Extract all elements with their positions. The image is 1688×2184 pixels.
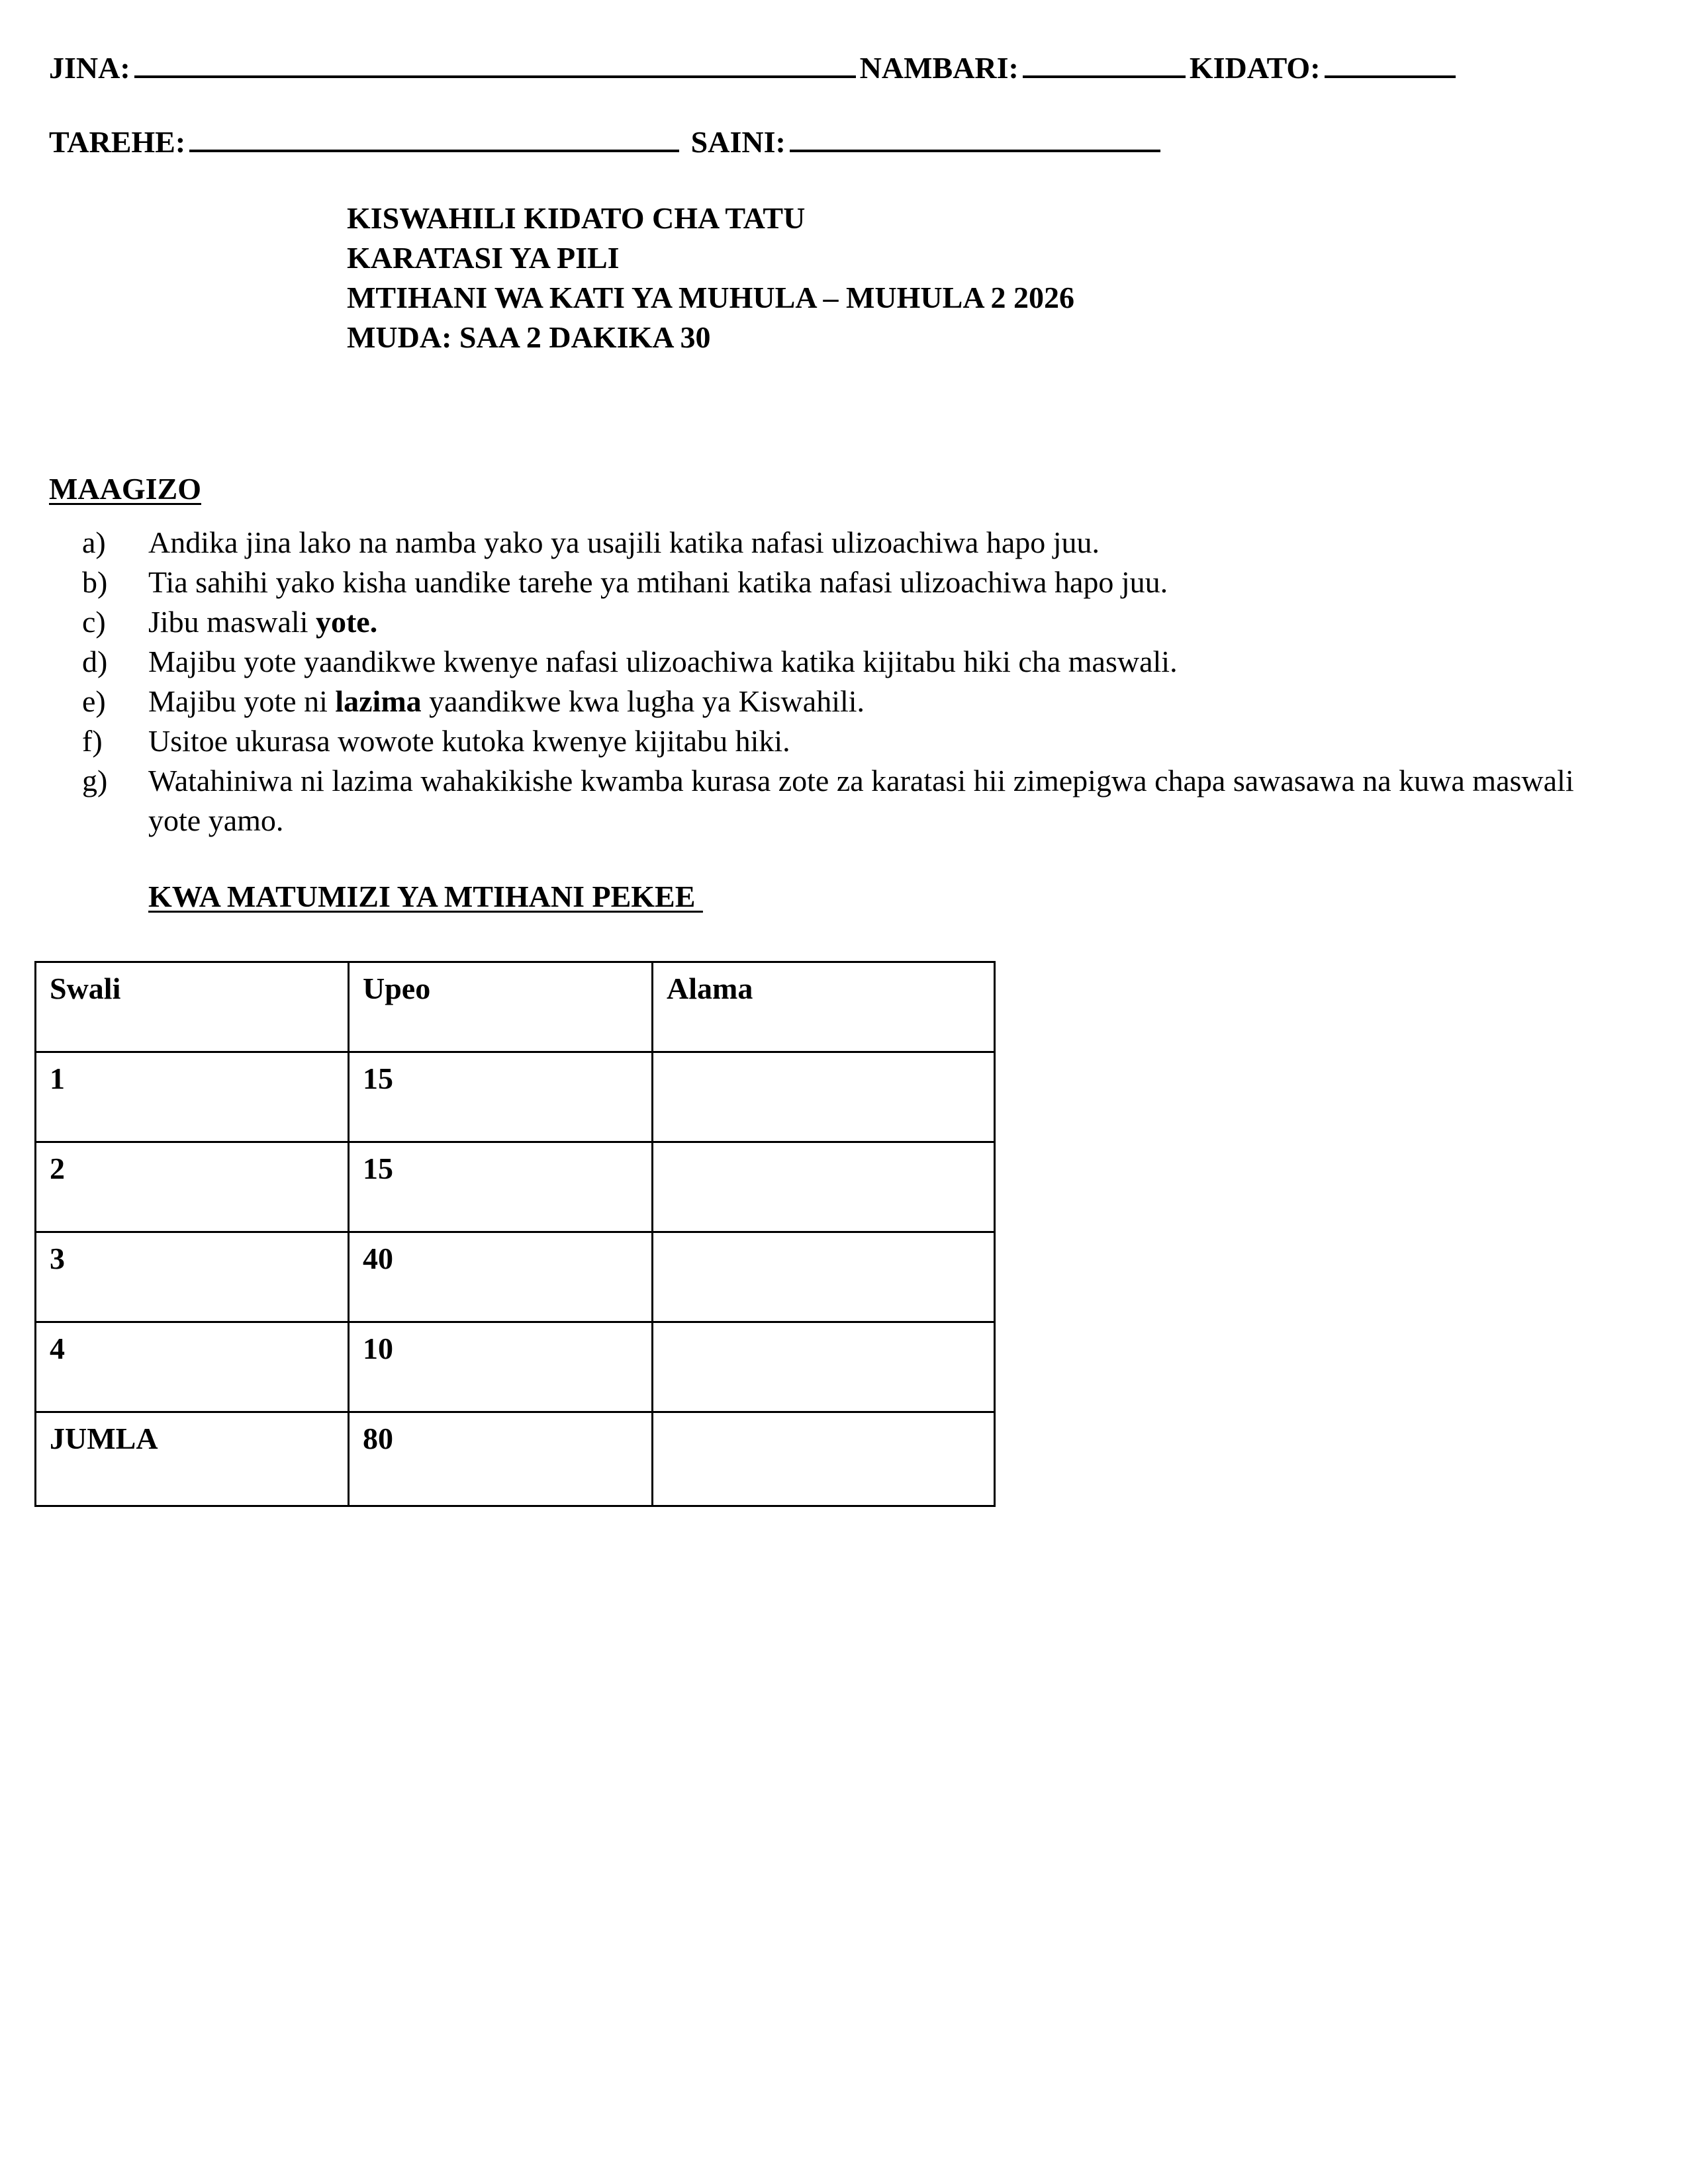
instruction-text xyxy=(148,563,1605,602)
instruction-text xyxy=(148,721,1605,761)
cell-alama[interactable] xyxy=(653,1232,995,1322)
number-label: NAMBARI: xyxy=(859,51,1019,85)
instructions-heading: MAAGIZO xyxy=(49,472,201,506)
date-blank[interactable] xyxy=(189,130,679,152)
cell-swali: 3 xyxy=(36,1232,349,1322)
header-row-2 xyxy=(49,127,1164,158)
instruction-marker: g) xyxy=(82,764,108,797)
instruction-item xyxy=(82,721,1605,761)
cell-swali: 4 xyxy=(36,1322,349,1412)
cell-alama[interactable] xyxy=(653,1052,995,1142)
cell-alama[interactable] xyxy=(653,1142,995,1232)
instruction-text-part: Watahiniwa ni lazima wahakikishe kwamba kurasa zote za karatasi hii zimepigwa chapa sawasawa na kuwa maswali yote yamo. xyxy=(148,764,1574,837)
table-row-total xyxy=(36,1412,995,1506)
table-row xyxy=(36,1052,995,1142)
exam-title-term: MTIHANI WA KATI YA MUHULA – MUHULA 2 2026 xyxy=(347,281,1075,314)
table-row xyxy=(36,1232,995,1322)
instruction-text-part: Majibu yote ni xyxy=(148,684,336,718)
signature-blank[interactable] xyxy=(790,130,1160,152)
cell-upeo: 80 xyxy=(349,1412,653,1506)
instruction-text xyxy=(148,682,1605,721)
cell-upeo: 10 xyxy=(349,1322,653,1412)
instruction-marker: b) xyxy=(82,565,108,599)
column-header-alama: Alama xyxy=(653,962,995,1052)
instruction-marker: a) xyxy=(82,525,106,559)
cell-alama[interactable] xyxy=(653,1412,995,1506)
instruction-text-part: Usitoe ukurasa wowote kutoka kwenye kijitabu hiki. xyxy=(148,724,790,758)
instruction-text-part: Andika jina lako na namba yako ya usajili katika nafasi ulizoachiwa hapo juu. xyxy=(148,525,1100,559)
instruction-item xyxy=(82,563,1605,602)
instruction-text xyxy=(148,761,1605,841)
instruction-item xyxy=(82,523,1605,563)
instruction-text-bold: yote. xyxy=(315,605,378,639)
instruction-item xyxy=(82,761,1605,841)
instruction-text-part: Jibu maswali xyxy=(148,605,316,639)
instruction-text-part: Majibu yote yaandikwe kwenye nafasi ulizoachiwa katika kijitabu hiki cha maswali. xyxy=(148,645,1178,678)
instruction-marker: c) xyxy=(82,605,106,639)
class-blank[interactable] xyxy=(1325,56,1456,78)
marks-table xyxy=(34,961,996,1507)
instruction-text-part: yaandikwe kwa lugha ya Kiswahili. xyxy=(421,684,865,718)
column-header-upeo: Upeo xyxy=(349,962,653,1052)
exam-title-subject: KISWAHILI KIDATO CHA TATU xyxy=(347,201,806,235)
column-header-swali: Swali xyxy=(36,962,349,1052)
marks-table-heading: KWA MATUMIZI YA MTIHANI PEKEE xyxy=(148,880,703,913)
instructions-list xyxy=(82,523,1605,841)
instruction-marker: d) xyxy=(82,645,108,678)
instruction-text-bold: lazima xyxy=(335,684,422,718)
cell-upeo: 15 xyxy=(349,1052,653,1142)
table-row xyxy=(36,1142,995,1232)
date-label: TAREHE: xyxy=(49,125,186,159)
signature-label: SAINI: xyxy=(690,125,786,159)
number-blank[interactable] xyxy=(1023,56,1186,78)
instruction-text xyxy=(148,523,1605,563)
cell-swali: 2 xyxy=(36,1142,349,1232)
instruction-marker: f) xyxy=(82,724,103,758)
cell-alama[interactable] xyxy=(653,1322,995,1412)
instruction-text xyxy=(148,642,1605,682)
instruction-item xyxy=(82,682,1605,721)
table-header-row xyxy=(36,962,995,1052)
name-blank[interactable] xyxy=(134,56,856,78)
header-row-1 xyxy=(49,53,1460,83)
name-label: JINA: xyxy=(49,51,130,85)
cell-upeo: 15 xyxy=(349,1142,653,1232)
instruction-marker: e) xyxy=(82,684,106,718)
instruction-item xyxy=(82,642,1605,682)
table-row xyxy=(36,1322,995,1412)
cell-swali: JUMLA xyxy=(36,1412,349,1506)
exam-title-paper: KARATASI YA PILI xyxy=(347,241,620,275)
exam-title xyxy=(347,199,1074,357)
cell-swali: 1 xyxy=(36,1052,349,1142)
instruction-item xyxy=(82,602,1605,642)
instruction-text xyxy=(148,602,1605,642)
class-label: KIDATO: xyxy=(1189,51,1321,85)
exam-title-duration: MUDA: SAA 2 DAKIKA 30 xyxy=(347,320,711,354)
instruction-text-part: Tia sahihi yako kisha uandike tarehe ya mtihani katika nafasi ulizoachiwa hapo juu. xyxy=(148,565,1168,599)
cell-upeo: 40 xyxy=(349,1232,653,1322)
